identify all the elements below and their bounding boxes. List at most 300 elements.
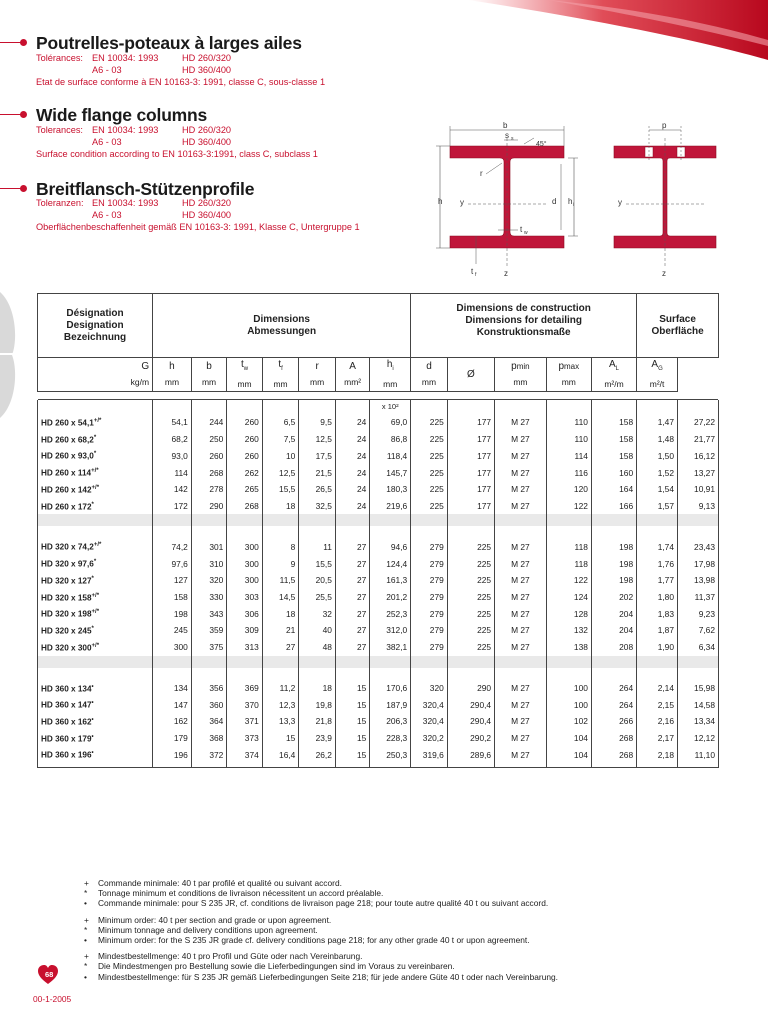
cell-h: 301 — [191, 538, 226, 555]
designation-cell: HD 320 x 245* — [38, 622, 153, 639]
cell-AG: 11,10 — [678, 746, 719, 763]
cell-tf: 19,8 — [299, 696, 336, 713]
cell-AL: 2,14 — [637, 680, 678, 697]
cell-hi: 279 — [411, 622, 448, 639]
cell-G: 142 — [153, 481, 192, 498]
cell-AG: 14,58 — [678, 696, 719, 713]
cell-h: 290 — [191, 498, 226, 515]
cell-hi: 225 — [411, 431, 448, 448]
footnote-mark: * — [84, 888, 88, 899]
footnote — [84, 878, 724, 888]
cell-pmax: 160 — [591, 464, 636, 481]
heading-rule — [0, 114, 22, 115]
cell-hi: 320,4 — [411, 713, 448, 730]
cell-pmax: 198 — [591, 538, 636, 555]
cell-pmin: 132 — [546, 622, 591, 639]
footnote-mark: • — [84, 898, 87, 909]
designation-cell: HD 260 x 114+/* — [38, 464, 153, 481]
cell-G: 114 — [153, 464, 192, 481]
cell-b: 300 — [227, 555, 262, 572]
cell-hi: 279 — [411, 589, 448, 606]
cell-pmax: 264 — [591, 696, 636, 713]
table-row — [38, 498, 719, 515]
cell-d: 177 — [447, 414, 494, 431]
unit-r: r mm — [299, 358, 336, 392]
table-row — [38, 730, 719, 747]
cell-h: 320 — [191, 572, 226, 589]
cell-hi: 320,2 — [411, 730, 448, 747]
footnote-mark: + — [84, 951, 89, 962]
cell-h: 278 — [191, 481, 226, 498]
cell-hi: 225 — [411, 447, 448, 464]
cell-AG: 7,62 — [678, 622, 719, 639]
cell-A: 201,2 — [370, 589, 411, 606]
header-detailing: Dimensions de construction Dimensions for detailing Konstruktionsmaße — [411, 294, 637, 358]
cell-tw: 8 — [262, 538, 299, 555]
cell-pmin: 102 — [546, 713, 591, 730]
cell-phi: M 27 — [495, 746, 547, 763]
footnote-mark: * — [84, 961, 88, 972]
label-p: p — [662, 121, 667, 130]
table-row — [38, 746, 719, 763]
cell-h: 260 — [191, 447, 226, 464]
cell-AL: 1,90 — [637, 639, 678, 656]
cell-AG: 21,77 — [678, 431, 719, 448]
cell-h: 330 — [191, 589, 226, 606]
cell-h: 244 — [191, 414, 226, 431]
cell-tw: 13,3 — [262, 713, 299, 730]
designation-cell: HD 360 x 134• — [38, 680, 153, 697]
cell-tf: 23,9 — [299, 730, 336, 747]
table-row — [38, 481, 719, 498]
cell-tf: 15,5 — [299, 555, 336, 572]
designation-cell: HD 320 x 97,6* — [38, 555, 153, 572]
cell-AG: 6,34 — [678, 639, 719, 656]
cell-tw: 15 — [262, 730, 299, 747]
cell-hi: 225 — [411, 498, 448, 515]
cell-A: 219,6 — [370, 498, 411, 515]
label-h: h — [438, 197, 443, 206]
cell-pmin: 104 — [546, 746, 591, 763]
label-d: d — [552, 197, 557, 206]
cell-tf: 18 — [299, 680, 336, 697]
footnote-text: Minimum tonnage and delivery conditions upon agreement. — [98, 924, 318, 935]
cell-G: 134 — [153, 680, 192, 697]
designation-cell: HD 320 x 127* — [38, 572, 153, 589]
cell-AG: 17,98 — [678, 555, 719, 572]
unit-pmax: pmax mm — [546, 358, 591, 392]
cell-pmax: 204 — [591, 622, 636, 639]
footnote-mark: • — [84, 971, 87, 982]
cell-phi: M 27 — [495, 713, 547, 730]
unit-tf: $t_f$ mm — [262, 358, 299, 392]
designation-cell: HD 260 x 142+/* — [38, 481, 153, 498]
cell-A: 124,4 — [370, 555, 411, 572]
cell-r: 27 — [335, 622, 369, 639]
heading-german: Breitflansch-Stützenprofile Toleranzen: EN 10034: 1993 HD 260/320 A6 - 03 HD 360/400 Oberflächenbeschaffenheit gemäß EN 10163-3: 1991, Klasse C, Untergruppe 1 — [0, 179, 420, 239]
cell-phi: M 27 — [495, 481, 547, 498]
cell-A: 312,0 — [370, 622, 411, 639]
cell-pmax: 158 — [591, 447, 636, 464]
cell-pmax: 198 — [591, 572, 636, 589]
cell-hi: 225 — [411, 414, 448, 431]
footnote — [84, 935, 724, 945]
cell-phi: M 27 — [495, 696, 547, 713]
unit-d: d mm — [411, 358, 448, 392]
table-row — [38, 639, 719, 656]
cell-b: 300 — [227, 572, 262, 589]
footnote — [84, 915, 724, 925]
label-y: y — [618, 198, 622, 207]
cell-AL: 1,57 — [637, 498, 678, 515]
cell-AL: 2,17 — [637, 730, 678, 747]
side-tab-decoration — [0, 292, 20, 418]
cell-G: 93,0 — [153, 447, 192, 464]
table-row — [38, 572, 719, 589]
cell-pmax: 164 — [591, 481, 636, 498]
cell-G: 127 — [153, 572, 192, 589]
cell-hi: 279 — [411, 572, 448, 589]
cell-h: 356 — [191, 680, 226, 697]
cell-b: 260 — [227, 414, 262, 431]
cell-AL: 2,18 — [637, 746, 678, 763]
designation-cell: HD 260 x 54,1+/* — [38, 414, 153, 431]
label-y: y — [460, 198, 464, 207]
cell-d: 225 — [447, 639, 494, 656]
footnote — [84, 961, 724, 971]
label-hi: h — [568, 197, 573, 206]
cell-AG: 10,91 — [678, 481, 719, 498]
cell-b: 303 — [227, 589, 262, 606]
cell-pmin: 124 — [546, 589, 591, 606]
table-row — [38, 589, 719, 606]
cell-tf: 26,5 — [299, 481, 336, 498]
cell-d: 225 — [447, 589, 494, 606]
cell-tf: 11 — [299, 538, 336, 555]
cell-b: 260 — [227, 447, 262, 464]
cell-r: 27 — [335, 589, 369, 606]
cell-tw: 11,5 — [262, 572, 299, 589]
cell-pmax: 208 — [591, 639, 636, 656]
cell-phi: M 27 — [495, 414, 547, 431]
cell-tw: 21 — [262, 622, 299, 639]
group-separator — [38, 514, 719, 526]
cell-AL: 1,54 — [637, 481, 678, 498]
cell-AL: 2,16 — [637, 713, 678, 730]
cell-r: 27 — [335, 639, 369, 656]
label-z: z — [504, 269, 508, 278]
designation-cell: HD 320 x 158+/* — [38, 589, 153, 606]
cell-pmax: 264 — [591, 680, 636, 697]
table-row — [38, 431, 719, 448]
cell-d: 177 — [447, 464, 494, 481]
cell-phi: M 27 — [495, 622, 547, 639]
svg-text:s: s — [511, 136, 514, 142]
cell-hi: 225 — [411, 481, 448, 498]
cell-r: 24 — [335, 498, 369, 515]
cell-A: 206,3 — [370, 713, 411, 730]
cell-AL: 1,50 — [637, 447, 678, 464]
heading-rule — [0, 188, 22, 189]
designation-cell: HD 320 x 74,2+/* — [38, 538, 153, 555]
heading-french: Poutrelles-poteaux à larges ailes Tolérances: EN 10034: 1993 HD 260/320 A6 - 03 HD 360/400 Etat de surface conforme à EN 10163-3: 1991, classe C, sous-classe 1 — [0, 33, 420, 93]
cell-A: 250,3 — [370, 746, 411, 763]
cell-tf: 40 — [299, 622, 336, 639]
cell-r: 27 — [335, 555, 369, 572]
cell-tw: 18 — [262, 498, 299, 515]
cell-G: 196 — [153, 746, 192, 763]
section-properties-table — [37, 293, 719, 768]
cell-phi: M 27 — [495, 431, 547, 448]
cell-AG: 9,23 — [678, 605, 719, 622]
cell-r: 27 — [335, 572, 369, 589]
section-title: Breitflansch-Stützenprofile — [36, 179, 255, 199]
footnote-text: Minimum order: 40 t per section and grade or upon agreement. — [98, 914, 332, 925]
cell-pmin: 122 — [546, 572, 591, 589]
label-b: b — [503, 121, 508, 130]
designation-cell: HD 360 x 196• — [38, 746, 153, 763]
table-row — [38, 713, 719, 730]
cell-AG: 15,98 — [678, 680, 719, 697]
cell-A: 145,7 — [370, 464, 411, 481]
profile-cross-section-diagram — [428, 116, 588, 280]
footnote-text: Commande minimale: 40 t par profilé et qualité ou suivant accord. — [98, 878, 342, 888]
cell-d: 225 — [447, 555, 494, 572]
i-profile-shape — [614, 146, 716, 248]
cell-A: 228,3 — [370, 730, 411, 747]
cell-tf: 21,8 — [299, 713, 336, 730]
cell-b: 373 — [227, 730, 262, 747]
cell-d: 289,6 — [447, 746, 494, 763]
cell-AG: 13,98 — [678, 572, 719, 589]
cell-b: 300 — [227, 538, 262, 555]
unit-A: A mm² — [335, 358, 369, 392]
cell-G: 68,2 — [153, 431, 192, 448]
cell-r: 15 — [335, 746, 369, 763]
bullet-icon — [20, 39, 27, 46]
bullet-icon — [20, 111, 27, 118]
cell-tf: 48 — [299, 639, 336, 656]
cell-pmin: 128 — [546, 605, 591, 622]
cell-tw: 7,5 — [262, 431, 299, 448]
cell-G: 97,6 — [153, 555, 192, 572]
header-surface: Surface Oberfläche — [637, 294, 719, 358]
cell-tw: 11,2 — [262, 680, 299, 697]
cell-pmin: 122 — [546, 498, 591, 515]
designation-cell: HD 320 x 300+/* — [38, 639, 153, 656]
designation-cell: HD 260 x 172* — [38, 498, 153, 515]
table-row — [38, 555, 719, 572]
cell-r: 24 — [335, 464, 369, 481]
cell-h: 343 — [191, 605, 226, 622]
designation-cell: HD 260 x 93,0* — [38, 447, 153, 464]
cell-d: 177 — [447, 498, 494, 515]
cell-pmin: 138 — [546, 639, 591, 656]
footnote-text: Die Mindestmengen pro Bestellung sowie die Lieferbedingungen sind im Voraus zu vereinbaren. — [98, 961, 455, 972]
cell-h: 368 — [191, 730, 226, 747]
cell-tf: 17,5 — [299, 447, 336, 464]
area-multiplier-note: x 10² — [370, 400, 411, 415]
footnote — [84, 888, 724, 898]
svg-text:i: i — [573, 202, 575, 208]
cell-d: 225 — [447, 538, 494, 555]
cell-A: 187,9 — [370, 696, 411, 713]
cell-tw: 9 — [262, 555, 299, 572]
cell-b: 265 — [227, 481, 262, 498]
cell-h: 364 — [191, 713, 226, 730]
cell-tf: 20,5 — [299, 572, 336, 589]
footnote-group — [84, 915, 724, 946]
cell-pmin: 110 — [546, 414, 591, 431]
cell-AG: 11,37 — [678, 589, 719, 606]
cell-b: 306 — [227, 605, 262, 622]
cell-pmax: 268 — [591, 746, 636, 763]
cell-AL: 2,15 — [637, 696, 678, 713]
cell-AL: 1,74 — [637, 538, 678, 555]
cell-h: 360 — [191, 696, 226, 713]
cell-phi: M 27 — [495, 589, 547, 606]
cell-hi: 279 — [411, 555, 448, 572]
cell-A: 382,1 — [370, 639, 411, 656]
publication-date: 00-1-2005 — [33, 994, 72, 1004]
table-row — [38, 605, 719, 622]
cell-hi: 320,4 — [411, 696, 448, 713]
cell-r: 24 — [335, 481, 369, 498]
footnote-text: Mindestbestellmenge: 40 t pro Profil und Güte oder nach Vereinbarung. — [98, 951, 363, 962]
cell-hi: 279 — [411, 538, 448, 555]
heading-rule — [0, 42, 22, 43]
cell-b: 309 — [227, 622, 262, 639]
cell-pmin: 120 — [546, 481, 591, 498]
cell-G: 198 — [153, 605, 192, 622]
cell-G: 300 — [153, 639, 192, 656]
table-row — [38, 696, 719, 713]
cell-AG: 9,13 — [678, 498, 719, 515]
cell-A: 94,6 — [370, 538, 411, 555]
cell-AL: 1,76 — [637, 555, 678, 572]
cell-AL: 1,87 — [637, 622, 678, 639]
cell-hi: 225 — [411, 464, 448, 481]
cell-tf: 21,5 — [299, 464, 336, 481]
cell-pmin: 100 — [546, 696, 591, 713]
cell-phi: M 27 — [495, 639, 547, 656]
cell-tw: 12,3 — [262, 696, 299, 713]
cell-phi: M 27 — [495, 447, 547, 464]
cell-A: 118,4 — [370, 447, 411, 464]
cell-AG: 16,12 — [678, 447, 719, 464]
cell-tf: 32 — [299, 605, 336, 622]
table-row — [38, 680, 719, 697]
label-r: r — [480, 169, 483, 178]
cell-A: 69,0 — [370, 414, 411, 431]
footnotes — [84, 878, 724, 988]
cell-d: 177 — [447, 481, 494, 498]
section-title: Wide flange columns — [36, 105, 208, 125]
cell-tw: 14,5 — [262, 589, 299, 606]
cell-tw: 18 — [262, 605, 299, 622]
cell-pmax: 166 — [591, 498, 636, 515]
cell-h: 375 — [191, 639, 226, 656]
surface-note: Surface condition according to EN 10163-3:1991, class C, subclass 1 — [36, 149, 318, 159]
cell-b: 268 — [227, 498, 262, 515]
footnote-mark: + — [84, 914, 89, 925]
cell-h: 268 — [191, 464, 226, 481]
group-separator — [38, 656, 719, 668]
cell-b: 371 — [227, 713, 262, 730]
header-designation: Désignation Designation Bezeichnung — [38, 294, 153, 358]
cell-pmax: 158 — [591, 431, 636, 448]
cell-b: 374 — [227, 746, 262, 763]
cell-d: 290,4 — [447, 696, 494, 713]
cell-AL: 1,47 — [637, 414, 678, 431]
cell-AL: 1,83 — [637, 605, 678, 622]
cell-pmax: 204 — [591, 605, 636, 622]
cell-AG: 13,27 — [678, 464, 719, 481]
table-end — [38, 763, 719, 767]
cell-d: 290,4 — [447, 713, 494, 730]
cell-phi: M 27 — [495, 498, 547, 515]
cell-pmax: 198 — [591, 555, 636, 572]
cell-AL: 1,52 — [637, 464, 678, 481]
unit-phi: Ø — [447, 358, 494, 392]
cell-AG: 23,43 — [678, 538, 719, 555]
i-profile-shape — [450, 146, 564, 248]
label-z: z — [662, 269, 666, 278]
cell-G: 158 — [153, 589, 192, 606]
cell-h: 250 — [191, 431, 226, 448]
unit-b: b mm — [191, 358, 226, 392]
cell-A: 170,6 — [370, 680, 411, 697]
designation-cell: HD 360 x 147• — [38, 696, 153, 713]
cell-tf: 25,5 — [299, 589, 336, 606]
cell-phi: M 27 — [495, 555, 547, 572]
footnote — [84, 898, 724, 908]
cell-hi: 319,6 — [411, 746, 448, 763]
cell-G: 172 — [153, 498, 192, 515]
unit-h: h mm — [153, 358, 192, 392]
cell-r: 15 — [335, 730, 369, 747]
cell-tw: 15,5 — [262, 481, 299, 498]
cell-G: 74,2 — [153, 538, 192, 555]
page-number: 68 — [45, 970, 54, 979]
cell-phi: M 27 — [495, 464, 547, 481]
cell-tf: 32,5 — [299, 498, 336, 515]
cell-G: 147 — [153, 696, 192, 713]
cell-pmin: 118 — [546, 555, 591, 572]
cell-AL: 1,80 — [637, 589, 678, 606]
surface-note: Oberflächenbeschaffenheit gemäß EN 10163-3: 1991, Klasse C, Untergruppe 1 — [36, 222, 360, 232]
cell-pmin: 100 — [546, 680, 591, 697]
cell-hi: 320 — [411, 680, 448, 697]
footnote-text: Commande minimale: pour S 235 JR, cf. conditions de livraison page 218; pour toute autre qualité 40 t ou suivant accord. — [98, 898, 549, 909]
cell-d: 290,2 — [447, 730, 494, 747]
unit-G: G kg/m — [38, 358, 153, 392]
cell-phi: M 27 — [495, 538, 547, 555]
unit-AL: $A_L$ m²/m — [591, 358, 636, 392]
cell-r: 24 — [335, 447, 369, 464]
cell-AG: 27,22 — [678, 414, 719, 431]
cell-pmin: 104 — [546, 730, 591, 747]
footnote-text: Minimum order: for the S 235 JR grade cf. delivery conditions page 218; for any other grade 40 t or upon agreement. — [98, 935, 530, 946]
cell-A: 161,3 — [370, 572, 411, 589]
group-separator — [38, 526, 719, 538]
cell-phi: M 27 — [495, 680, 547, 697]
cell-h: 372 — [191, 746, 226, 763]
cell-phi: M 27 — [495, 730, 547, 747]
cell-r: 24 — [335, 414, 369, 431]
label-tw: t — [520, 225, 523, 234]
cell-pmax: 158 — [591, 414, 636, 431]
